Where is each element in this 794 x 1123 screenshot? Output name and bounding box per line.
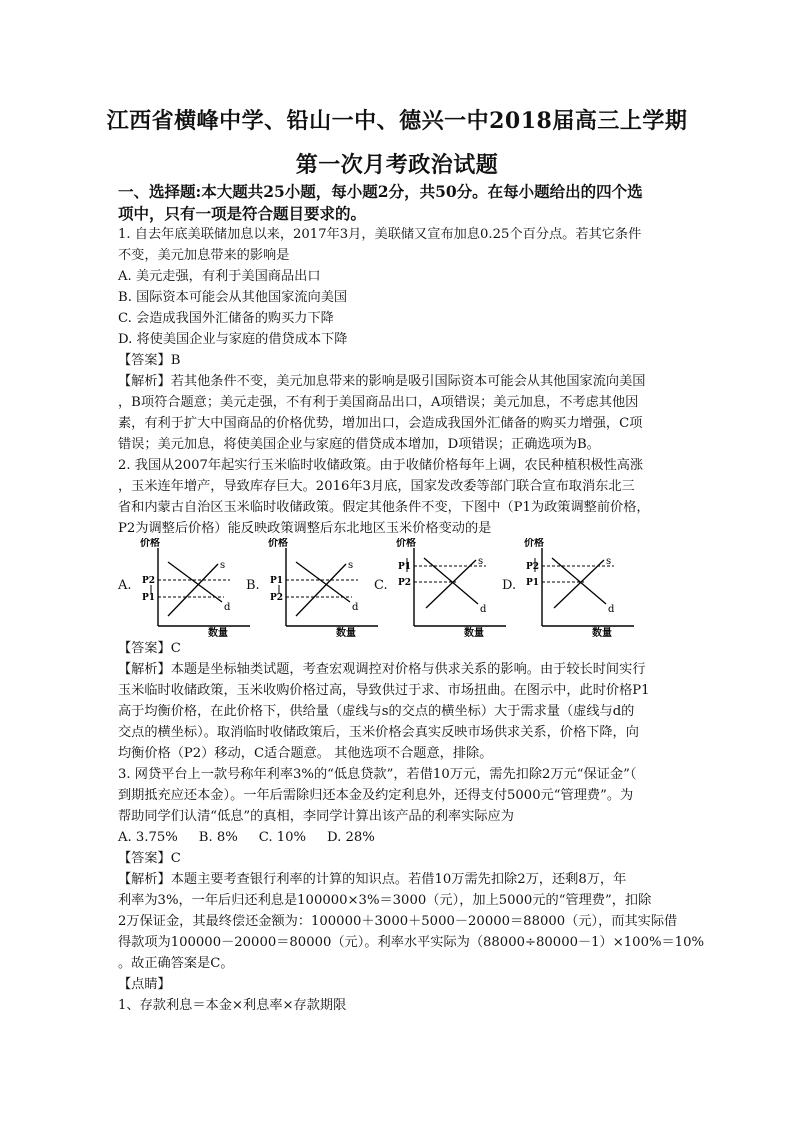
section-heading-line1: 一、选择题:本大题共25小题，每小题2分，共50分。在每小题给出的四个选 [118, 182, 643, 201]
q1-stem-line2: 不变，美元加息带来的影响是 [118, 248, 290, 263]
q3-analysis-line4: 得款项为100000－20000＝80000（元）。利率水平实际为（88000÷80000－1）×100%＝10% [118, 935, 704, 950]
graph-b-label: B. [246, 578, 260, 593]
graph-c-d-label: d [480, 604, 487, 615]
q2-answer: 【答案】C [118, 641, 181, 656]
graph-d-qty-axis-label: 数量 [592, 628, 612, 638]
q2-analysis-line2: 玉米临时收储政策，玉米收购价格过高，导致供过于求、市场扭曲。在图示中，此时价格P1 [118, 683, 650, 698]
graph-d-p1-label: P1 [526, 578, 540, 588]
graph-d-p2-label: P2 [526, 562, 540, 572]
graph-b-p1-label: P1 [270, 576, 284, 586]
graph-a-label: A. [118, 578, 132, 593]
q3-analysis-line3: 2万保证金，其最终偿还金额为：100000＋3000＋5000－20000＝88000（元），而其实际借 [118, 914, 678, 929]
graph-a-price-axis-label: 价格 [140, 538, 160, 549]
q1-answer: 【答案】B [118, 353, 181, 368]
graph-a-d-label: d [224, 602, 231, 613]
q2-analysis-line5: 均衡价格（P2）移动，C适合题意。 其他选项不合题意，排除。 [118, 746, 493, 761]
q3-dianjing-heading: 【点睛】 [118, 977, 171, 992]
graph-a-qty-axis-label: 数量 [208, 628, 228, 638]
graph-c-p2-label: P2 [398, 578, 412, 588]
q1-option-c: C. 会造成我国外汇储备的购买力下降 [118, 311, 334, 326]
graph-d-svg [524, 538, 644, 638]
graph-c-qty-axis-label: 数量 [464, 628, 484, 638]
graph-a-svg [140, 538, 260, 638]
q1-analysis-line4: 错误；美元加息，将使美国企业与家庭的借贷成本增加，D项错误；正确选项为B。 [118, 437, 600, 452]
q2-graph-options [118, 538, 678, 638]
graph-a-supply-line [168, 564, 218, 616]
q2-stem-line4: P2为调整后价格）能反映政策调整后东北地区玉米价格变动的是 [118, 521, 492, 536]
q3-answer: 【答案】C [118, 851, 181, 866]
graph-c-demand-line [424, 558, 478, 604]
graph-d-demand-line [552, 558, 606, 604]
q3-stem-line1: 3. 网贷平台上一款号称年利率3%的“低息贷款”，若借10万元，需先扣除2万元“保证金”（ [118, 767, 637, 782]
graph-d-supply-line [554, 560, 604, 608]
q3-analysis-line2: 利率为3%，一年后归还利息是100000×3%＝3000（元），加上5000元的“管理费”，扣除 [118, 893, 652, 908]
graph-b-d-label: d [352, 602, 359, 613]
graph-b-qty-axis-label: 数量 [336, 628, 356, 638]
q2-stem-line1: 2. 我国从2007年起实行玉米临时收储政策。由于收储价格每年上调，农民种植积极性高涨 [118, 458, 644, 473]
graph-b-price-axis-label: 价格 [268, 538, 288, 549]
q1-stem-line1: 1. 自去年底美联储加息以来，2017年3月，美联储又宣布加息0.25个百分点。若其它条件 [118, 227, 642, 242]
graph-c-p1-label: P1 [398, 562, 412, 572]
q2-analysis-line4: 交点的横坐标）。取消临时收储政策后，玉米价格会真实反映市场供求关系，价格下降，向 [118, 725, 639, 740]
graph-b-supply-line [296, 564, 346, 616]
q3-stem-line2: 到期抵充应还本金）。一年后需除归还本金及约定利息外，还得支付5000元“管理费”。为 [118, 788, 634, 803]
graph-a-s-label: s [220, 560, 226, 571]
q1-analysis-line2: ，B项符合题意；美元走强，不有利于美国商品出口，A项错误；美元加息，不考虑其他因 [118, 395, 639, 410]
graph-a-p1-label: P1 [142, 593, 156, 603]
q1-option-a: A. 美元走强，有利于美国商品出口 [118, 269, 321, 284]
q3-analysis-line1: 【解析】本题主要考查银行利率的计算的知识点。若借10万需先扣除2万，还剩8万，年 [118, 872, 627, 887]
q2-stem-line3: 省和内蒙古自治区玉米临时收储政策。假定其他条件不变，下图中（P1为政策调整前价格， [118, 500, 650, 515]
q3-analysis-line5: 。故正确答案是C。 [118, 956, 234, 971]
q3-formula: 1、存款利息＝本金×利息率×存款期限 [118, 998, 347, 1013]
exam-title-line1: 江西省横峰中学、铅山一中、德兴一中2018届高三上学期 [106, 108, 688, 134]
graph-c-label: C. [374, 578, 388, 593]
q2-analysis-line1: 【解析】本题是坐标轴类试题，考查宏观调控对价格与供求关系的影响。由于较长时间实行 [118, 662, 646, 677]
graph-c-s-label: s [478, 556, 484, 567]
q2-analysis-line3: 高于均衡价格，在此价格下，供给量（虚线与s的交点的横坐标）大于需求量（虚线与d的 [118, 704, 635, 719]
graph-d-d-label: d [608, 604, 615, 615]
graph-c-svg [396, 538, 516, 638]
q1-analysis-line1: 【解析】若其他条件不变，美元加息带来的影响是吸引国际资本可能会从其他国家流向美国 [118, 374, 646, 389]
q2-stem-line2: ，玉米连年增产，导致库存巨大。2016年3月底，国家发改委等部门联合宣布取消东北三 [118, 479, 635, 494]
q1-option-b: B. 国际资本可能会从其他国家流向美国 [118, 290, 348, 305]
graph-d-s-label: s [606, 556, 612, 567]
graph-d-price-axis-label: 价格 [524, 538, 544, 549]
graph-b-p2-label: P2 [270, 593, 284, 603]
graph-a-p2-label: P2 [142, 576, 156, 586]
q3-options: A. 3.75% B. 8% C. 10% D. 28% [118, 830, 375, 845]
graph-b-s-label: s [348, 560, 354, 571]
q1-analysis-line3: 素，有利于扩大中国商品的价格优势，增加出口，会造成我国外汇储备的购买力增强，C项 [118, 416, 643, 431]
graph-c-price-axis-label: 价格 [396, 538, 416, 549]
graph-c-supply-line [426, 560, 476, 608]
graph-b-svg [268, 538, 388, 638]
section-heading-line2: 项中，只有一项是符合题目要求的。 [118, 204, 367, 223]
exam-title-line2: 第一次月考政治试题 [295, 152, 499, 178]
q1-option-d: D. 将使美国企业与家庭的借贷成本下降 [118, 332, 348, 347]
graph-d [524, 538, 654, 638]
graph-d-label: D. [502, 578, 517, 593]
q3-stem-line3: 帮助同学们认清“低息”的真相，李同学计算出该产品的利率实际应为 [118, 809, 514, 824]
